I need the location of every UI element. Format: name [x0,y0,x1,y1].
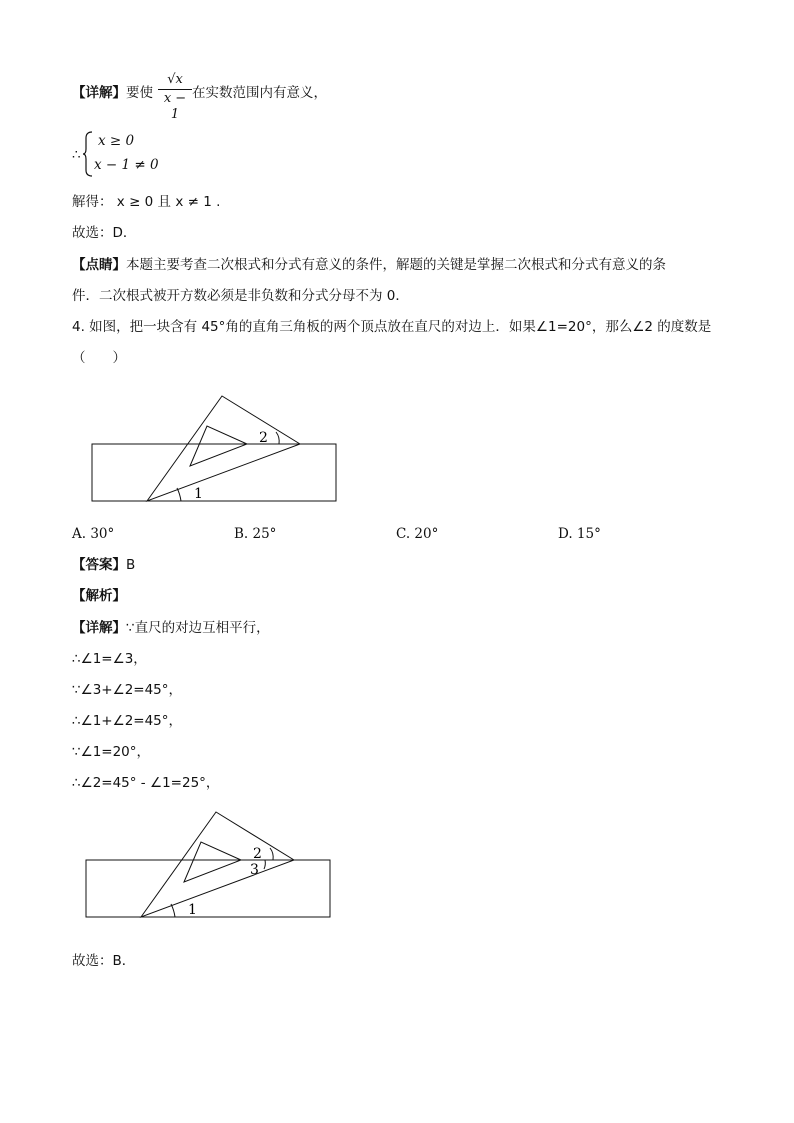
question-4-text: 4. 如图，把一块含有 45°角的直角三角板的两个顶点放在直尺的对边上．如果∠1=20°，那么∠2 的度数是 [72,319,712,335]
option-a: A. 30° [72,526,115,542]
detail-text-0: ∵直尺的对边互相平行， [126,620,270,636]
system-row-2: x − 1 ≠ 0 [94,157,159,173]
detail-line-4: ∵∠1=20°， [72,744,151,760]
comment-line-2: 件．二次根式被开方数必须是非负数和分式分母不为 0． [72,288,409,304]
figure-2-label-3: 3 [250,862,259,878]
figure-1-label-1: 1 [194,486,203,502]
analysis-label: 【解析】 [72,588,126,604]
therefore-symbol: ∴ [72,147,81,163]
option-c: C. 20° [396,526,439,542]
comment-text-1: 本题主要考查二次根式和分式有意义的条件，解题的关键是掌握二次根式和分式有意义的条 [126,257,666,273]
choose-d: 故选：D． [72,225,137,241]
fraction-denominator: x − 1 [163,91,187,122]
comment-label: 【点睛】 [72,257,126,273]
choose-b: 故选：B． [72,953,136,969]
detail-line-5: ∴∠2=45° - ∠1=25°， [72,775,220,791]
detail-line-3: ∴∠1+∠2=45°， [72,713,183,729]
detail-label-2: 【详解】 [72,620,126,636]
fraction-numerator: √x [167,72,183,87]
question-4-bracket: （ ） [72,350,126,366]
figure-2-label-2: 2 [253,846,262,862]
explain-suffix: 在实数范围内有意义， [192,85,327,101]
detail-label: 【详解】 [72,85,126,101]
answer-label: 【答案】 [72,557,126,573]
option-b: B. 25° [234,526,277,542]
figure-2-label-1: 1 [188,902,197,918]
detail-line-1: ∴∠1=∠3， [72,651,147,667]
answer-value: B [126,557,136,573]
explain-prefix: 要使 [126,85,153,101]
figure-1-label-2: 2 [259,430,268,446]
detail-line-2: ∵∠3+∠2=45°， [72,682,183,698]
solve-line: 解得： x ≥ 0 且 x ≠ 1 . [72,194,221,210]
option-d: D. 15° [558,526,601,542]
system-row-1: x ≥ 0 [98,133,135,149]
